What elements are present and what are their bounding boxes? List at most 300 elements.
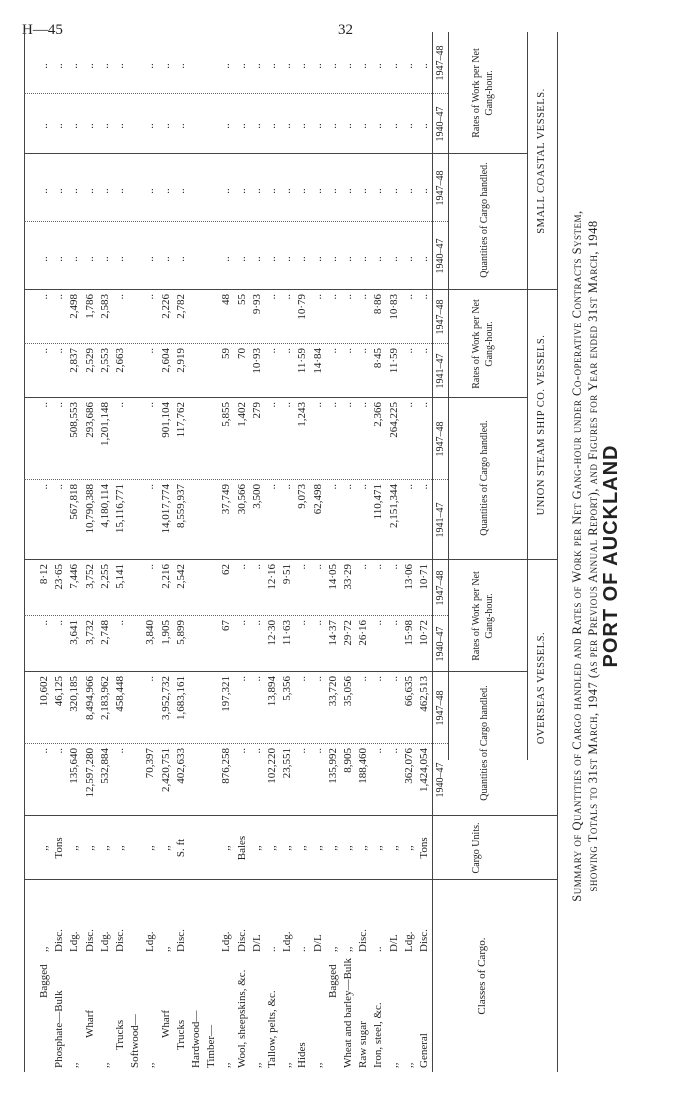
unit-cell: ,,	[327, 845, 339, 851]
page-number: 32	[338, 22, 353, 38]
ov-rate-1: 1,905	[160, 620, 172, 645]
sc-qty-1: ..	[160, 256, 172, 262]
ov-rate-2: 2,216	[160, 564, 172, 589]
sc-qty-2: ..	[388, 188, 400, 194]
cargo-class-cell: Iron, steel, &c.	[372, 1002, 384, 1068]
us-qty-2: 508,553	[68, 402, 80, 438]
operation-cell: D/L	[312, 934, 324, 952]
ov-qty-1: 402,633	[175, 748, 187, 784]
operation-cell: D/L	[388, 934, 400, 952]
operation-cell: ,,	[342, 946, 354, 952]
year-us-q2: 1947–48	[435, 421, 446, 457]
sc-rate-2: ..	[312, 63, 324, 69]
ov-rate-2: 8·12	[38, 564, 50, 585]
ov-rate-2: ..	[251, 564, 263, 570]
operation-cell: Disc.	[175, 929, 187, 952]
cargo-class-cell: ,,	[68, 1062, 80, 1068]
unit-cell: ,,	[372, 845, 384, 851]
sc-qty-1: ..	[236, 256, 248, 262]
operation-cell: Ldg.	[281, 931, 293, 952]
unit-cell: S. ft	[175, 838, 187, 858]
sc-rate-1: ..	[160, 123, 172, 129]
us-qty-1: ..	[327, 484, 339, 490]
ov-rate-2: 12·16	[266, 564, 278, 590]
ov-qty-1: 102,220	[266, 748, 278, 784]
page-reference: H—45	[22, 22, 63, 38]
us-qty-2: ..	[403, 402, 415, 408]
ov-rate-1: 3,840	[144, 620, 156, 645]
ov-qty-2: ..	[296, 676, 308, 682]
ov-rate-2: 10·71	[418, 564, 430, 590]
operation-cell: Disc.	[53, 929, 65, 952]
us-rate-2: ..	[144, 294, 156, 300]
us-rate-2: 2,498	[68, 294, 80, 319]
unit-cell: ,,	[114, 845, 126, 851]
ov-qty-1: ..	[53, 748, 65, 754]
sc-qty-1: ..	[342, 256, 354, 262]
header-us-rates: Rates of Work per Net Gang-hour.	[471, 299, 495, 389]
sc-qty-1: ..	[68, 256, 80, 262]
year-sc-r2: 1947–48	[435, 45, 446, 81]
ov-qty-2: ..	[251, 676, 263, 682]
cargo-class-cell: Trucks	[175, 1019, 187, 1050]
us-rate-2: ..	[357, 294, 369, 300]
ov-rate-2: ..	[357, 564, 369, 570]
sc-qty-2: ..	[114, 188, 126, 194]
ov-qty-1: ..	[251, 748, 263, 754]
cargo-class-cell: Wheat and barley—Bulk	[342, 958, 354, 1068]
us-rate-2: ..	[53, 294, 65, 300]
us-qty-2: ..	[418, 402, 430, 408]
us-rate-1: 10·93	[251, 348, 263, 374]
ov-qty-1: 70,397	[144, 748, 156, 779]
year-ov-q1: 1940–47	[435, 762, 446, 798]
sc-rate-1: ..	[220, 123, 232, 129]
unit-cell: ,,	[38, 845, 50, 851]
cargo-class-cell: ,,	[144, 1062, 156, 1068]
sc-qty-2: ..	[403, 188, 415, 194]
operation-cell: ..	[296, 946, 308, 952]
ov-rate-2: 13·06	[403, 564, 415, 590]
cargo-class-cell: General	[418, 1033, 430, 1068]
us-qty-2: ..	[342, 402, 354, 408]
ov-qty-1: ..	[388, 748, 400, 754]
us-qty-1: 110,471	[372, 484, 384, 520]
unit-cell: Tons	[418, 837, 430, 859]
ov-qty-1: 12,597,280	[84, 748, 96, 798]
unit-cell: Tons	[53, 837, 65, 859]
us-rate-2: 48	[220, 294, 232, 305]
us-rate-2: ..	[114, 294, 126, 300]
us-qty-2: 1,201,148	[99, 402, 111, 446]
unit-cell: ,,	[99, 845, 111, 851]
sc-qty-2: ..	[84, 188, 96, 194]
us-qty-1: 2,151,344	[388, 484, 400, 528]
operation-cell: ,,	[160, 946, 172, 952]
ov-rate-1: 29·72	[342, 620, 354, 646]
us-rate-1: ..	[144, 348, 156, 354]
subtitle-line-1: Summary of Quantities of Cargo handled and Rates of Work per Net Gang-hour under Co-operative Contracts System,	[570, 210, 584, 902]
sc-rate-2: ..	[99, 63, 111, 69]
sc-rate-1: ..	[342, 123, 354, 129]
unit-cell: ,,	[160, 845, 172, 851]
us-rate-2: 2,782	[175, 294, 187, 319]
us-qty-1: ..	[403, 484, 415, 490]
ov-rate-1: 12·30	[266, 620, 278, 646]
cargo-class-cell: Tallow, pelts, &c.	[266, 990, 278, 1068]
ov-qty-2: ..	[388, 676, 400, 682]
cargo-class-cell: Hardwood—	[190, 1010, 202, 1068]
us-qty-2: 293,686	[84, 402, 96, 438]
sc-qty-1: ..	[357, 256, 369, 262]
sc-rate-1: ..	[357, 123, 369, 129]
us-rate-2: 8·86	[372, 294, 384, 315]
ov-qty-2: 458,448	[114, 676, 126, 712]
sc-rate-1: ..	[38, 123, 50, 129]
sc-rate-2: ..	[357, 63, 369, 69]
sc-qty-1: ..	[403, 256, 415, 262]
us-rate-1: 70	[236, 348, 248, 359]
year-sc-q2: 1947–48	[435, 170, 446, 206]
sc-rate-1: ..	[175, 123, 187, 129]
sc-qty-1: ..	[327, 256, 339, 262]
us-qty-2: 117,762	[175, 402, 187, 438]
cargo-class-cell: Raw sugar	[357, 1021, 369, 1068]
sc-qty-1: ..	[418, 256, 430, 262]
ov-rate-1: 14·37	[327, 620, 339, 646]
sc-rate-2: ..	[342, 63, 354, 69]
header-us-quantities: Quantities of Cargo handled.	[479, 420, 490, 536]
sc-qty-1: ..	[38, 256, 50, 262]
group-rule	[527, 32, 528, 760]
unit-cell: Bales	[236, 835, 248, 861]
cargo-class-cell: ,,	[99, 1062, 111, 1068]
sc-rate-2: ..	[236, 63, 248, 69]
us-qty-1: 567,818	[68, 484, 80, 520]
sc-rate-1: ..	[281, 123, 293, 129]
sc-rate-1: ..	[266, 123, 278, 129]
sc-rate-2: ..	[388, 63, 400, 69]
sc-qty-1: ..	[144, 256, 156, 262]
us-qty-2: 5,855	[220, 402, 232, 427]
us-rate-1: 2,663	[114, 348, 126, 373]
unit-cell: ,,	[403, 845, 415, 851]
ov-qty-2: 3,952,732	[160, 676, 172, 720]
sc-rate-1: ..	[251, 123, 263, 129]
us-rate-2: ..	[281, 294, 293, 300]
ov-qty-1: 135,640	[68, 748, 80, 784]
ov-qty-2: ..	[144, 676, 156, 682]
us-rate-1: 2,837	[68, 348, 80, 373]
ov-qty-2: 35,056	[342, 676, 354, 707]
ov-qty-2: ..	[236, 676, 248, 682]
operation-cell: Disc.	[236, 929, 248, 952]
sc-rate-2: ..	[220, 63, 232, 69]
ov-rate-1: 3,641	[68, 620, 80, 645]
us-qty-2: 279	[251, 402, 263, 419]
us-rate-2: 2,226	[160, 294, 172, 319]
ov-qty-2: 1,683,161	[175, 676, 187, 720]
us-qty-2: 901,104	[160, 402, 172, 438]
ov-rate-2: ..	[296, 564, 308, 570]
unit-cell: ,,	[312, 845, 324, 851]
page-title: PORT OF AUCKLAND	[600, 444, 622, 668]
cargo-class-cell: ,,	[312, 1062, 324, 1068]
us-rate-1: 11·59	[296, 348, 308, 374]
operation-cell: ..	[372, 946, 384, 952]
sc-qty-2: ..	[53, 188, 65, 194]
ov-qty-2: 46,125	[53, 676, 65, 707]
us-qty-1: ..	[53, 484, 65, 490]
us-rate-1: 2,553	[99, 348, 111, 373]
us-rate-1: 2,919	[175, 348, 187, 373]
header-overseas-vessels: OVERSEAS VESSELS.	[536, 631, 547, 745]
sc-rate-1: ..	[114, 123, 126, 129]
ov-qty-2: ..	[372, 676, 384, 682]
cargo-class-cell: ,,	[281, 1062, 293, 1068]
sc-qty-2: ..	[99, 188, 111, 194]
sc-rate-2: ..	[327, 63, 339, 69]
sc-qty-2: ..	[357, 188, 369, 194]
sc-rate-2: ..	[372, 63, 384, 69]
header-union-steam-ship: UNION STEAM SHIP CO. VESSELS.	[536, 334, 547, 516]
ov-rate-2: 2,255	[99, 564, 111, 589]
us-qty-1: ..	[38, 484, 50, 490]
us-rate-2: 55	[236, 294, 248, 305]
us-qty-2: ..	[266, 402, 278, 408]
sc-qty-1: ..	[84, 256, 96, 262]
sc-rate-2: ..	[84, 63, 96, 69]
us-qty-1: 62,498	[312, 484, 324, 515]
ov-qty-2: 33,720	[327, 676, 339, 707]
sc-rate-2: ..	[144, 63, 156, 69]
sc-rate-1: ..	[68, 123, 80, 129]
us-rate-1: ..	[418, 348, 430, 354]
ov-rate-1: ..	[236, 620, 248, 626]
us-qty-2: 264,225	[388, 402, 400, 438]
sc-qty-2: ..	[68, 188, 80, 194]
ov-qty-2: 66,635	[403, 676, 415, 707]
us-qty-1: 8,559,937	[175, 484, 187, 528]
us-qty-1: 10,790,388	[84, 484, 96, 534]
sc-rate-2: ..	[68, 63, 80, 69]
us-rate-2: ..	[266, 294, 278, 300]
us-qty-1: 9,073	[296, 484, 308, 509]
sc-qty-2: ..	[342, 188, 354, 194]
us-qty-2: ..	[53, 402, 65, 408]
operation-cell: Ldg.	[68, 931, 80, 952]
table-bottom-rule	[24, 32, 25, 1072]
us-qty-1: 3,500	[251, 484, 263, 509]
operation-cell: D/L	[251, 934, 263, 952]
us-rate-2: ..	[418, 294, 430, 300]
ov-qty-1: 876,258	[220, 748, 232, 784]
operation-cell: ,,	[327, 946, 339, 952]
us-rate-2: 9·93	[251, 294, 263, 315]
header-small-coastal: SMALL COASTAL VESSELS.	[536, 88, 547, 234]
cargo-class-cell: Softwood—	[129, 1014, 141, 1068]
ov-qty-1: ..	[236, 748, 248, 754]
sc-rate-1: ..	[388, 123, 400, 129]
sc-qty-2: ..	[175, 188, 187, 194]
sc-rate-1: ..	[144, 123, 156, 129]
ov-rate-1: 15·98	[403, 620, 415, 646]
ov-qty-2: 8,494,966	[84, 676, 96, 720]
sc-rate-2: ..	[266, 63, 278, 69]
us-qty-1: 37,749	[220, 484, 232, 515]
us-qty-1: 15,116,771	[114, 484, 126, 534]
ov-rate-1: ..	[53, 620, 65, 626]
cargo-class-cell: ,,	[388, 1062, 400, 1068]
ov-rate-2: 23·65	[53, 564, 65, 590]
ov-qty-1: ..	[296, 748, 308, 754]
cargo-class-cell: Bagged	[38, 964, 50, 998]
year-rule	[448, 32, 449, 760]
sc-qty-1: ..	[388, 256, 400, 262]
sc-qty-1: ..	[281, 256, 293, 262]
us-rate-2: 1,786	[84, 294, 96, 319]
sc-rate-1: ..	[236, 123, 248, 129]
us-rate-1: 14·84	[312, 348, 324, 374]
ov-rate-2: 7,446	[68, 564, 80, 589]
sc-rate-1: ..	[312, 123, 324, 129]
us-qty-1: ..	[266, 484, 278, 490]
year-ov-r2: 1947–48	[435, 570, 446, 606]
ov-qty-1: ..	[312, 748, 324, 754]
ov-qty-2: 462,513	[418, 676, 430, 712]
ov-rate-1: ..	[372, 620, 384, 626]
us-rate-1: ..	[281, 348, 293, 354]
ov-rate-1: 67	[220, 620, 232, 631]
ov-qty-1: 188,460	[357, 748, 369, 784]
sc-qty-1: ..	[175, 256, 187, 262]
ov-rate-1: 11·63	[281, 620, 293, 646]
us-qty-2: ..	[144, 402, 156, 408]
sc-qty-1: ..	[266, 256, 278, 262]
operation-cell: Disc.	[357, 929, 369, 952]
us-qty-1: ..	[281, 484, 293, 490]
header-bottom-rule	[432, 32, 433, 1072]
us-rate-2: ..	[312, 294, 324, 300]
ov-qty-1: 8,905	[342, 748, 354, 773]
ov-rate-1: 10·72	[418, 620, 430, 646]
ov-qty-1: 362,076	[403, 748, 415, 784]
sc-qty-2: ..	[281, 188, 293, 194]
unit-cell: ,,	[342, 845, 354, 851]
sc-rate-2: ..	[418, 63, 430, 69]
us-qty-2: ..	[327, 402, 339, 408]
sc-qty-2: ..	[220, 188, 232, 194]
header-sc-rates: Rates of Work per Net Gang-hour.	[471, 48, 495, 138]
us-qty-1: ..	[357, 484, 369, 490]
cargo-class-cell: ,,	[403, 1062, 415, 1068]
us-rate-1: ..	[403, 348, 415, 354]
unit-cell: ,,	[296, 845, 308, 851]
cargo-class-cell: Trucks	[114, 1019, 126, 1050]
ov-rate-2: 3,752	[84, 564, 96, 589]
sc-rate-2: ..	[53, 63, 65, 69]
unit-cell: ,,	[220, 845, 232, 851]
cargo-class-cell: Bagged	[327, 964, 339, 998]
ov-qty-2: 2,183,962	[99, 676, 111, 720]
header-ov-rates: Rates of Work per Net Gang-hour.	[471, 571, 495, 661]
ov-rate-1: 5,899	[175, 620, 187, 645]
sc-qty-1: ..	[372, 256, 384, 262]
sc-rate-2: ..	[175, 63, 187, 69]
us-qty-1: ..	[418, 484, 430, 490]
ov-qty-1: 23,551	[281, 748, 293, 779]
sc-qty-2: ..	[418, 188, 430, 194]
year-us-q1: 1941–47	[435, 502, 446, 538]
ov-rate-2: 2,542	[175, 564, 187, 589]
sc-qty-2: ..	[327, 188, 339, 194]
us-rate-1: 8·45	[372, 348, 384, 369]
cargo-class-cell: Timber—	[205, 1025, 217, 1068]
sc-rate-2: ..	[296, 63, 308, 69]
table-top-rule	[557, 32, 558, 1072]
sc-rate-1: ..	[99, 123, 111, 129]
cargo-class-cell: ,,	[251, 1062, 263, 1068]
sc-qty-1: ..	[114, 256, 126, 262]
year-us-r1: 1941–47	[435, 353, 446, 389]
us-rate-1: 2,604	[160, 348, 172, 373]
ov-rate-2: ..	[236, 564, 248, 570]
ov-rate-1: 3,732	[84, 620, 96, 645]
header-cargo-units: Cargo Units.	[471, 822, 482, 874]
ov-qty-1: 1,424,054	[418, 748, 430, 792]
unit-cell: ,,	[281, 845, 293, 851]
year-sc-q1: 1940–47	[435, 238, 446, 274]
sc-qty-2: ..	[38, 188, 50, 194]
unit-cell: ,,	[144, 845, 156, 851]
us-qty-2: ..	[357, 402, 369, 408]
operation-cell: Disc.	[114, 929, 126, 952]
sc-qty-2: ..	[144, 188, 156, 194]
us-rate-2: ..	[38, 294, 50, 300]
unit-cell: ,,	[266, 845, 278, 851]
us-rate-1: 59	[220, 348, 232, 359]
ov-rate-2: 9·51	[281, 564, 293, 585]
sc-rate-2: ..	[281, 63, 293, 69]
ov-rate-2: 62	[220, 564, 232, 575]
header-classes-of-cargo: Classes of Cargo.	[476, 937, 488, 1015]
us-rate-2: 10·83	[388, 294, 400, 320]
us-rate-2: ..	[342, 294, 354, 300]
sc-rate-1: ..	[418, 123, 430, 129]
sc-rate-2: ..	[403, 63, 415, 69]
us-rate-1: 11·59	[388, 348, 400, 374]
sc-qty-2: ..	[251, 188, 263, 194]
operation-cell: ..	[266, 946, 278, 952]
ov-rate-2: ..	[388, 564, 400, 570]
sc-rate-2: ..	[38, 63, 50, 69]
unit-cell: ,,	[68, 845, 80, 851]
year-ov-r1: 1940–47	[435, 626, 446, 662]
us-rate-2: 2,583	[99, 294, 111, 319]
operation-cell: Ldg.	[220, 931, 232, 952]
sc-qty-1: ..	[296, 256, 308, 262]
ov-rate-2: ..	[144, 564, 156, 570]
unit-cell: ,,	[251, 845, 263, 851]
sc-qty-2: ..	[160, 188, 172, 194]
sc-rate-2: ..	[114, 63, 126, 69]
ov-rate-2: ..	[312, 564, 324, 570]
ov-qty-2: 13,894	[266, 676, 278, 707]
us-rate-1: ..	[327, 348, 339, 354]
cargo-class-cell: Hides	[296, 1042, 308, 1068]
operation-cell: Disc.	[418, 929, 430, 952]
sc-qty-1: ..	[99, 256, 111, 262]
